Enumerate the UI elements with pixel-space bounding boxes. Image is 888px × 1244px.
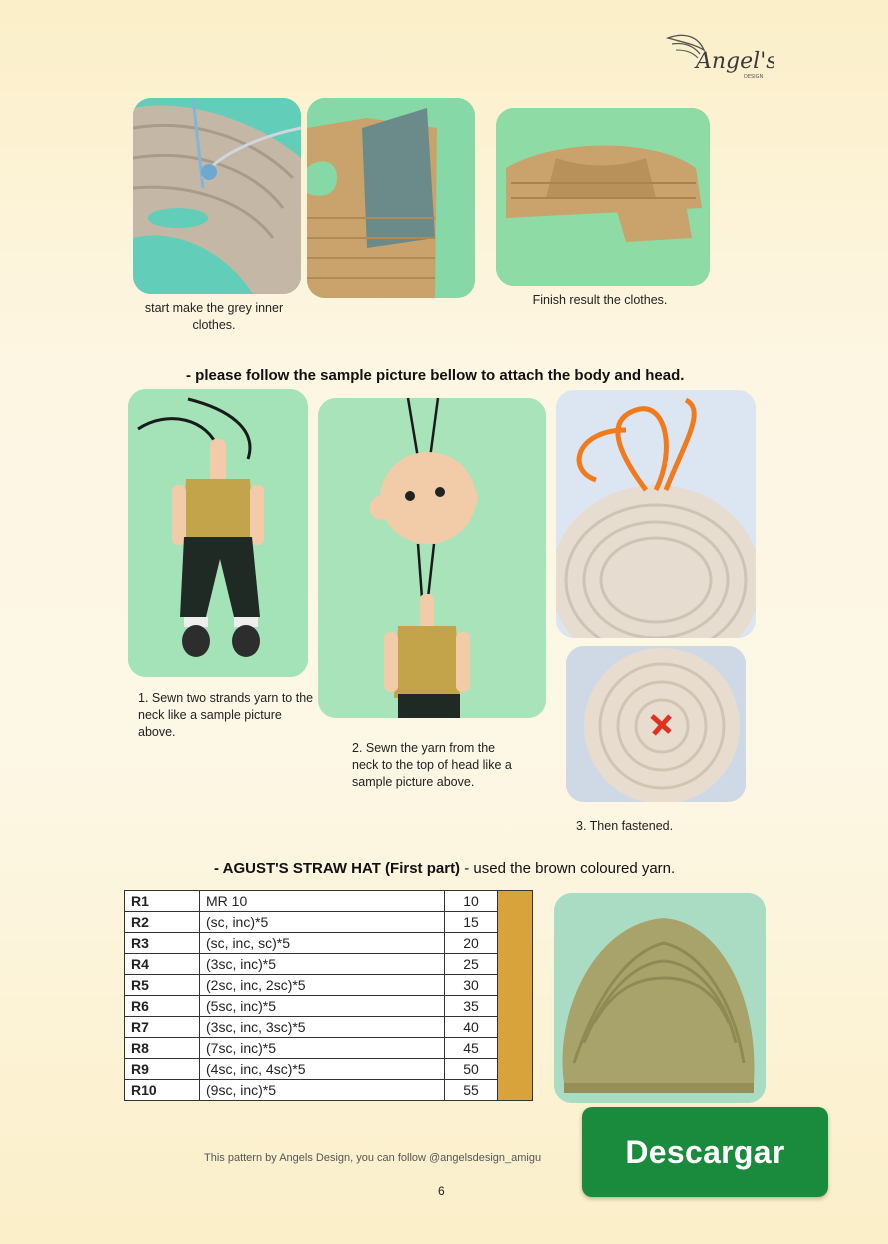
- table-row: [125, 933, 533, 954]
- stitch-cell: (sc, inc, sc)*5: [200, 933, 445, 954]
- caption-step-2: 2. Sewn the yarn from the neck to the top of head like a sample picture above.: [352, 741, 512, 789]
- heading-attach-body-head: - please follow the sample picture bellow to attach the body and head.: [186, 367, 685, 384]
- angels-design-logo: [664, 28, 774, 82]
- table-row: [125, 996, 533, 1017]
- stitch-cell: (sc, inc)*5: [200, 912, 445, 933]
- round-cell: R10: [125, 1080, 200, 1101]
- round-cell: R2: [125, 912, 200, 933]
- round-cell: R5: [125, 975, 200, 996]
- footer-credit: This pattern by Angels Design, you can follow @angelsdesign_amigu: [204, 1152, 542, 1164]
- photo-head-fastened: [566, 646, 746, 802]
- table-row: [125, 1059, 533, 1080]
- photo-head-orange-yarn: [556, 390, 756, 638]
- table-row: [125, 891, 533, 912]
- table-row: [125, 1080, 533, 1101]
- count-cell: 45: [445, 1038, 498, 1059]
- download-button[interactable]: Descargar: [582, 1107, 828, 1197]
- table-row: [125, 954, 533, 975]
- count-cell: 15: [445, 912, 498, 933]
- caption-step-3: 3. Then fastened.: [576, 819, 674, 833]
- svg-text:Angel's: Angel's: [696, 49, 774, 74]
- caption-finish-result: Finish result the clothes.: [532, 293, 668, 307]
- table-row: [125, 975, 533, 996]
- round-cell: R9: [125, 1059, 200, 1080]
- count-cell: 10: [445, 891, 498, 912]
- stitch-cell: (9sc, inc)*5: [200, 1080, 445, 1101]
- caption-grey-inner-clothes: start make the grey inner clothes.: [144, 301, 284, 332]
- photo-straw-hat: [554, 893, 766, 1103]
- heading-straw-hat-rest: - used the brown coloured yarn.: [460, 860, 676, 877]
- svg-text:DESIGN: DESIGN: [744, 74, 764, 80]
- count-cell: 50: [445, 1059, 498, 1080]
- yarn-color-swatch: [498, 891, 533, 1101]
- count-cell: 25: [445, 954, 498, 975]
- caption-step-1: 1. Sewn two strands yarn to the neck like a sample picture above.: [138, 691, 314, 739]
- stitch-cell: (7sc, inc)*5: [200, 1038, 445, 1059]
- round-cell: R4: [125, 954, 200, 975]
- round-cell: R6: [125, 996, 200, 1017]
- photo-blue-panel: [307, 98, 475, 298]
- table-row: [125, 912, 533, 933]
- stitch-cell: (2sc, inc, 2sc)*5: [200, 975, 445, 996]
- count-cell: 30: [445, 975, 498, 996]
- table-row: [125, 1017, 533, 1038]
- round-cell: R8: [125, 1038, 200, 1059]
- stitch-cell: (3sc, inc, 3sc)*5: [200, 1017, 445, 1038]
- heading-straw-hat: [214, 860, 675, 877]
- table-row: [125, 1038, 533, 1059]
- stitch-cell: (5sc, inc)*5: [200, 996, 445, 1017]
- round-cell: R7: [125, 1017, 200, 1038]
- count-cell: 55: [445, 1080, 498, 1101]
- round-cell: R1: [125, 891, 200, 912]
- stitch-cell: MR 10: [200, 891, 445, 912]
- count-cell: 35: [445, 996, 498, 1017]
- count-cell: 20: [445, 933, 498, 954]
- photo-finished-clothes: [496, 108, 710, 286]
- round-cell: R3: [125, 933, 200, 954]
- photo-grey-inner-clothes: [133, 98, 301, 294]
- stitch-cell: (4sc, inc, 4sc)*5: [200, 1059, 445, 1080]
- heading-straw-hat-bold: - AGUST'S STRAW HAT (First part): [214, 860, 461, 877]
- photo-body-with-strands: [128, 389, 308, 677]
- count-cell: 40: [445, 1017, 498, 1038]
- photo-head-and-body: [318, 398, 546, 718]
- page-number: 6: [438, 1184, 445, 1198]
- stitch-cell: (3sc, inc)*5: [200, 954, 445, 975]
- hat-rounds-table: [124, 890, 533, 1101]
